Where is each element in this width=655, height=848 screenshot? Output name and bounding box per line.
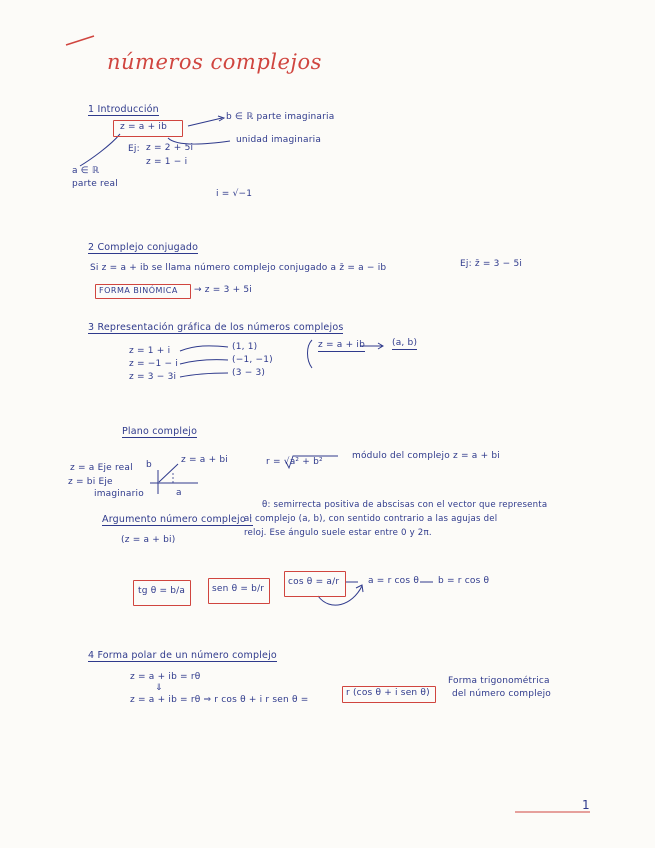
conjugate-definition: Si z = a + ib se llama número complejo conjugado a z̄ = a − ib (90, 263, 387, 273)
section-2-heading: 2 Complejo conjugado (88, 242, 199, 253)
page-number: 1 (582, 798, 590, 812)
section-4-heading: 4 Forma polar de un número complejo (88, 650, 277, 661)
row-1-point: (1, 1) (232, 342, 258, 352)
row-2-z: z = −1 − i (129, 359, 179, 369)
trig-form: r (cos θ + i sen θ) (346, 688, 430, 698)
a-note-1: a ∈ ℝ (72, 166, 100, 176)
formula: z = a + ib (120, 122, 167, 132)
row-3-z: z = 3 − 3i (129, 372, 177, 382)
trig-note-1: Forma trigonométrica (448, 676, 550, 686)
cos-formula: cos θ = a/r (288, 577, 340, 587)
argument-line-3: reloj. Ese ángulo suele estar entre 0 y 2π. (244, 528, 432, 538)
eq-a: a = r cos θ (368, 576, 420, 586)
section-1-heading: 1 Introducción (88, 104, 159, 115)
example-1: z = 2 + 5i (146, 143, 194, 153)
map-left: z = a + ib (318, 340, 365, 350)
imag-axis-label-2: imaginario (94, 489, 144, 499)
polar-line-1: z = a + ib = rθ (130, 672, 201, 682)
argument-line-1: θ: semirrecta positiva de abscisas con el vector que representa (262, 500, 548, 510)
trig-note-2: del número complejo (452, 689, 551, 699)
section-3-heading: 3 Representación gráfica de los números complejos (88, 322, 344, 333)
brace (308, 340, 313, 368)
real-axis-label: z = a Eje real (70, 463, 133, 473)
sen-formula: sen θ = b/r (212, 584, 265, 594)
binomial-result: → z = 3 + 5i (194, 285, 253, 295)
modulus-formula: r = √a² + b² (266, 457, 323, 467)
vector (159, 464, 178, 482)
map-right: (a, b) (392, 338, 418, 348)
modulus-note: módulo del complejo z = a + bi (352, 451, 500, 461)
arrow-a-note (80, 134, 120, 166)
polar-line-2: z = a + ib = rθ ⇒ r cos θ + i r sen θ = (130, 695, 309, 705)
i-definition: i = √−1 (216, 189, 253, 199)
point-label: z = a + bi (181, 455, 228, 465)
argument-line-2: al complejo (a, b), con sentido contrario a las agujas del (244, 514, 498, 524)
plane-title: Plano complejo (122, 426, 198, 437)
eq-b: b = r cos θ (438, 576, 490, 586)
implies-arrow: ⇓ (155, 683, 163, 693)
argument-sub: (z = a + bi) (121, 535, 176, 545)
page-title: números complejos (107, 50, 322, 74)
arrow-b-note (188, 118, 222, 126)
binomial-label: FORMA BINÓMICA (99, 286, 178, 295)
row-1-z: z = 1 + i (129, 346, 171, 356)
a-label: a (176, 488, 182, 498)
row-3-point: (3 − 3) (232, 368, 266, 378)
example-2: z = 1 − i (146, 157, 188, 167)
i-note: unidad imaginaria (236, 135, 322, 145)
corner-mark (66, 36, 94, 45)
row-2-point: (−1, −1) (232, 355, 273, 365)
imag-axis-label-1: z = bi Eje (68, 477, 113, 487)
a-note-2: parte real (72, 179, 118, 189)
example-label: Ej: (128, 144, 140, 154)
b-note: b ∈ ℝ parte imaginaria (226, 112, 335, 122)
b-label: b (146, 460, 152, 470)
tg-formula: tg θ = b/a (138, 586, 186, 596)
conjugate-example: Ej: z̄ = 3 − 5i (460, 259, 523, 269)
argument-heading: Argumento número complejo : (102, 514, 253, 525)
